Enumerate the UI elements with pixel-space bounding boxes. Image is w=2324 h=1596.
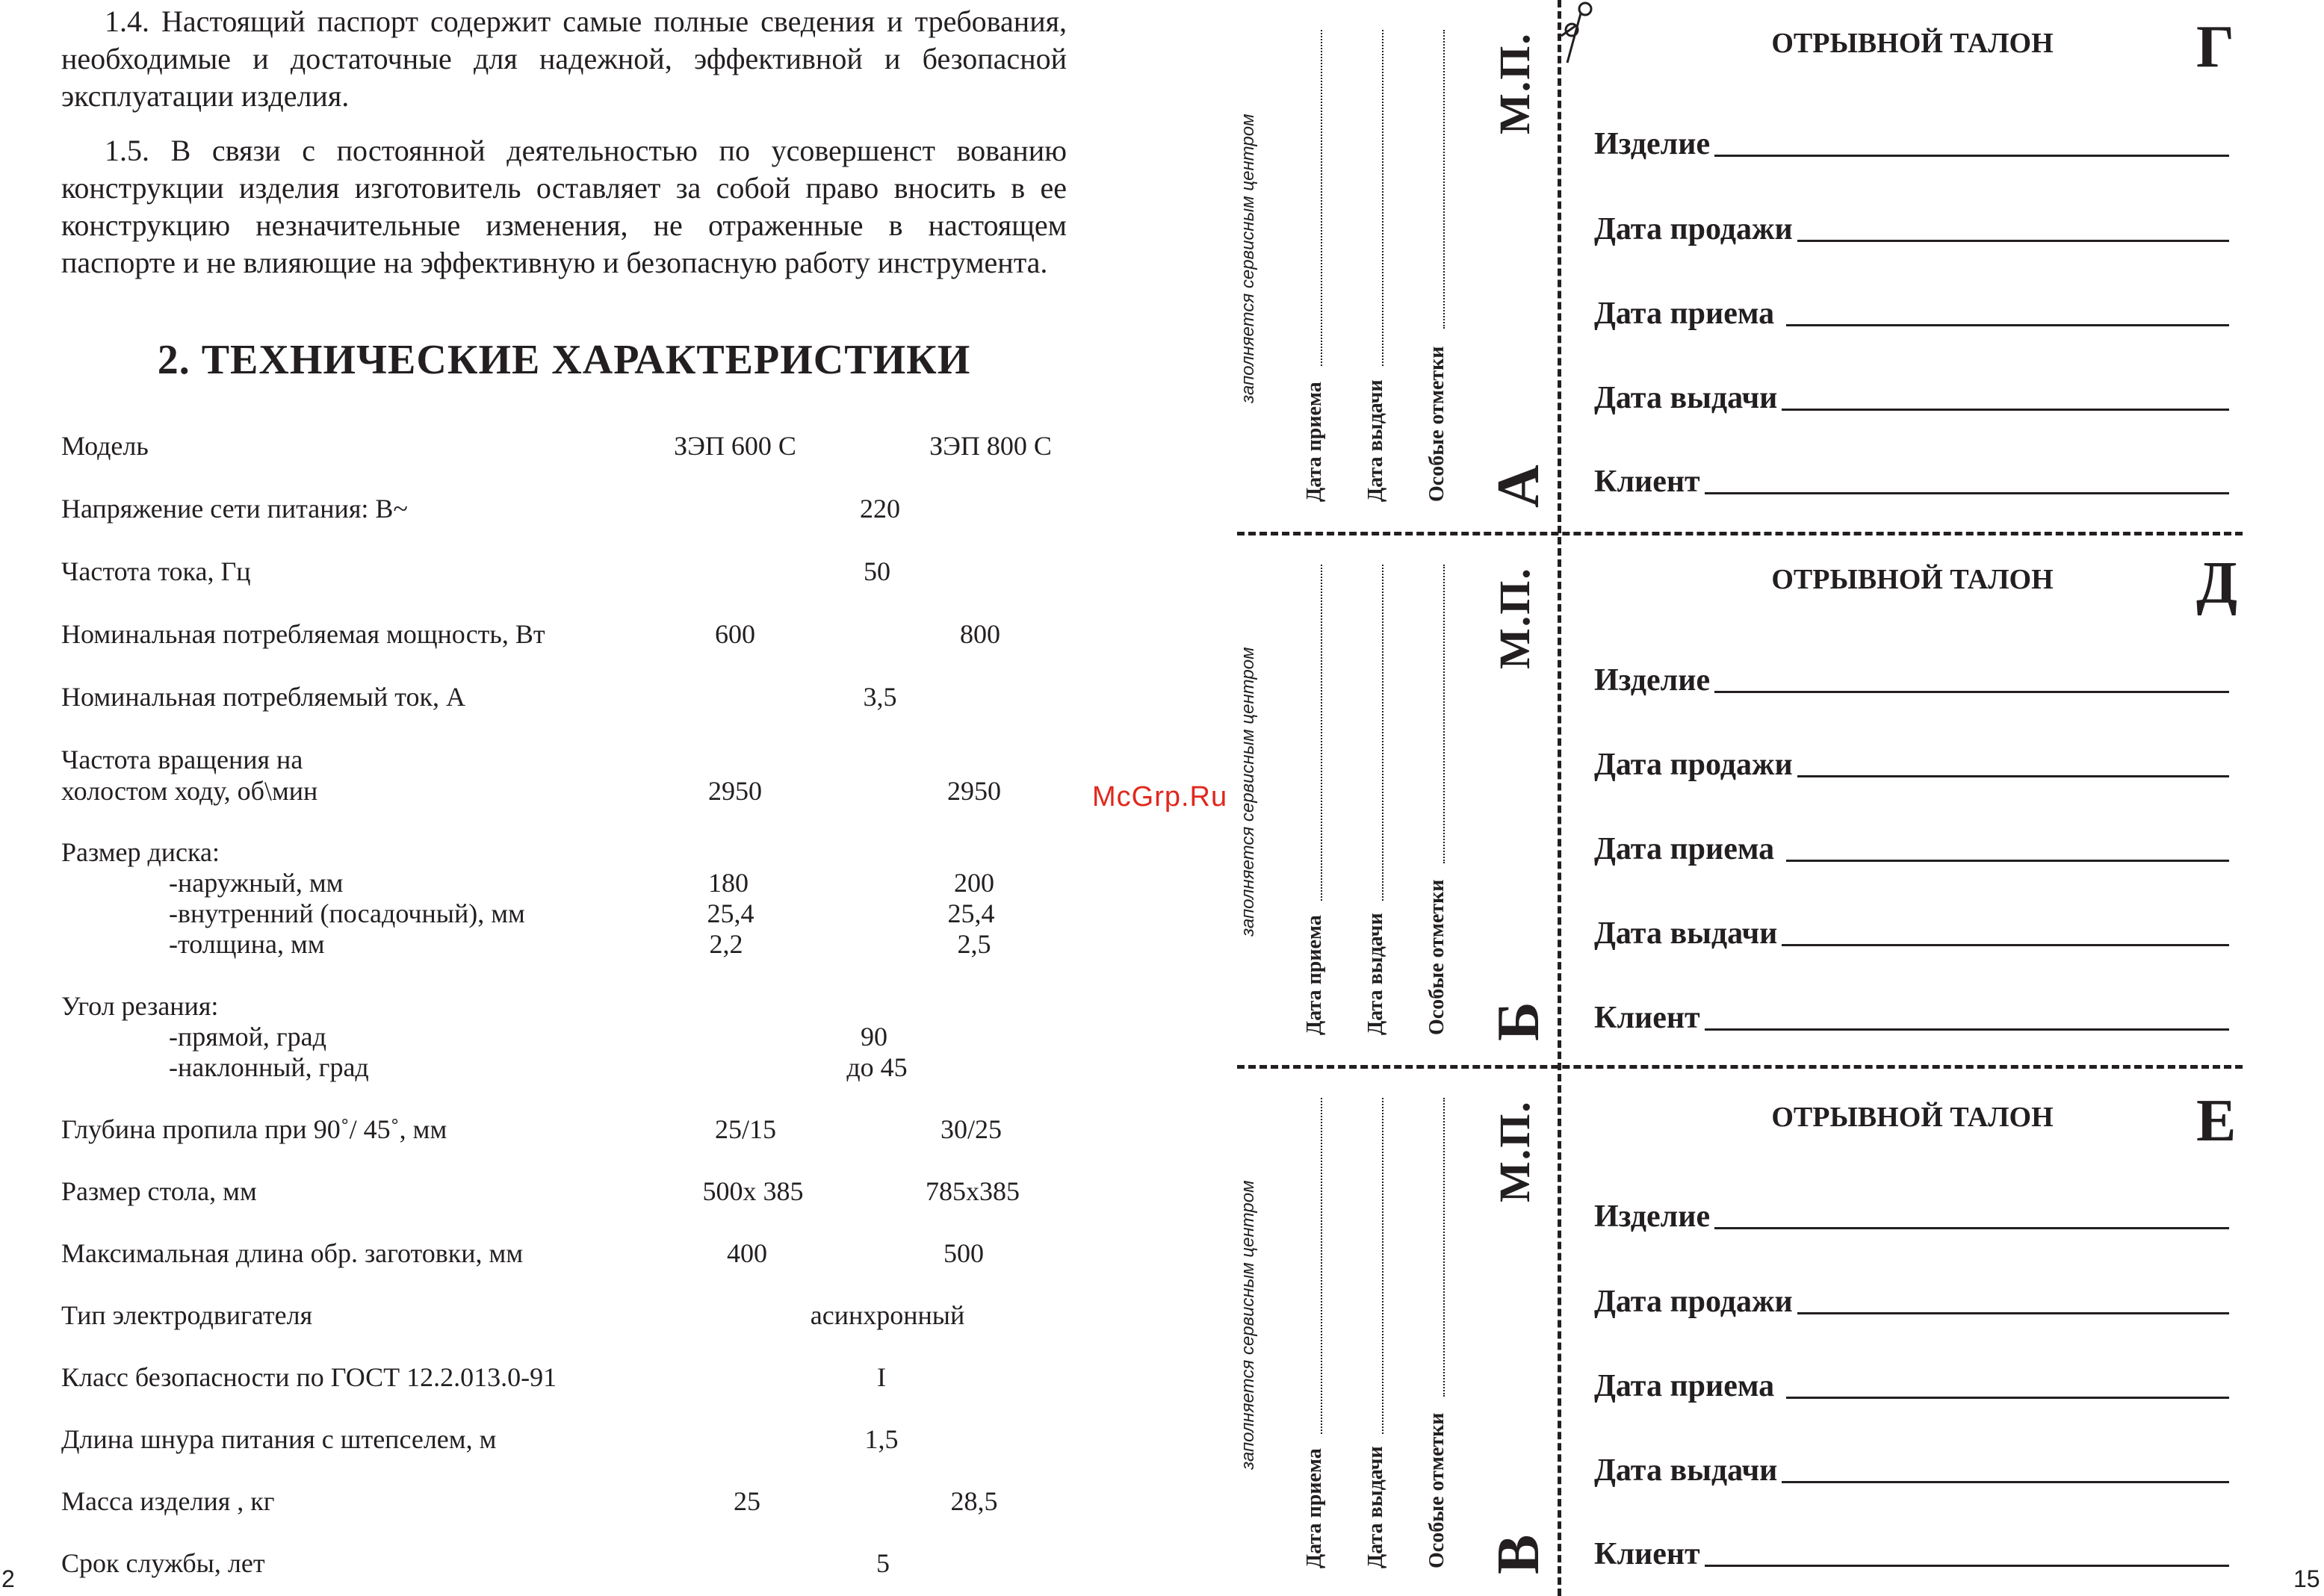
coupon-d-title: ОТРЫВНОЙ ТАЛОН: [1771, 564, 2054, 595]
stub-c-stamp: М.П.: [1490, 1100, 1539, 1202]
coupon-g-received-date-label: Дата приема: [1594, 296, 1775, 331]
spec-label-angle: Угол резания:: [61, 991, 219, 1021]
paragraph-1-4: [61, 3, 1067, 115]
spec-label-power: Номинальная потребляемая мощность, Вт: [61, 619, 545, 649]
spec-model-a: ЗЭП 600 С: [674, 431, 796, 461]
spec-cord: 1,5: [864, 1424, 899, 1454]
coupon-d-product-line: [1714, 691, 2229, 693]
stub-a-remarks: Особые отметки: [1425, 346, 1448, 502]
coupon-g-product-label: Изделие: [1594, 127, 1711, 161]
stub-c-letter: В: [1486, 1534, 1552, 1574]
coupon-e-received-date-field: [1594, 1369, 2229, 1403]
spec-label-cord: Длина шнура питания с штепселем, м: [61, 1424, 497, 1454]
spec-angle-tilt: до 45: [846, 1052, 908, 1082]
coupon-e-sale-date-field: [1594, 1285, 2229, 1319]
coupon-d-received-date-line: [1786, 860, 2229, 862]
stub-c-date-received: Дата приема: [1303, 1448, 1326, 1568]
stub-a-date-issued: Дата выдачи: [1364, 379, 1387, 502]
watermark: McGrp.Ru: [1092, 781, 1228, 813]
coupon-e-product-label: Изделие: [1594, 1199, 1711, 1234]
spec-label-mass: Масса изделия , кг: [61, 1486, 275, 1516]
spec-motor: асинхронный: [810, 1300, 965, 1330]
coupon-e-product-line: [1714, 1227, 2229, 1229]
coupon-e-sale-date-label: Дата продажи: [1594, 1285, 1793, 1319]
coupon-g-sale-date-label: Дата продажи: [1594, 212, 1793, 246]
spec-voltage: 220: [860, 494, 900, 524]
spec-mass-b: 28,5: [950, 1486, 998, 1516]
spec-mass-a: 25: [734, 1486, 760, 1516]
paragraph-1-5-text: 1.5. В связи с постоянной деятельностью по усовершенст вованию конструкции изделия изготовитель оставляет за собой право вносить в ее конструкцию незначительные изменения, не отраженные в настоящем паспорте и не влияющие на эффективную и безопасную работу инструмента.: [61, 134, 1067, 279]
stub-b-letter: Б: [1486, 1002, 1552, 1041]
coupon-g-letter: Г: [2196, 14, 2234, 80]
stub-b-note: заполняется сервисным центром: [1238, 647, 1258, 937]
coupon-e-issued-date-line: [1782, 1481, 2229, 1483]
coupon-d-client-label: Клиент: [1594, 1001, 1700, 1035]
spec-length-a: 400: [727, 1238, 767, 1268]
stub-b-date-issued-line: [1382, 565, 1383, 901]
spec-angle-straight: 90: [861, 1022, 887, 1052]
coupon-d-sale-date-line: [1797, 775, 2229, 777]
spec-model-b: ЗЭП 800 С: [929, 431, 1052, 461]
coupon-d-received-date-label: Дата приема: [1594, 832, 1775, 866]
stub-a-date-received-line: [1321, 30, 1322, 366]
spec-rpm-a: 2950: [708, 776, 762, 806]
stub-c-date-issued: Дата выдачи: [1364, 1446, 1387, 1568]
spec-disc-outer-a: 180: [708, 868, 749, 898]
spec-disc-inner-a: 25,4: [707, 898, 754, 928]
coupon-g-client-label: Клиент: [1594, 465, 1700, 499]
stub-a-date-issued-line: [1382, 30, 1383, 366]
coupon-g-product-line: [1714, 155, 2229, 157]
spec-power-a: 600: [715, 619, 755, 649]
coupon-g-sale-date-field: [1594, 212, 2229, 246]
spec-label-disc: Размер диска:: [61, 837, 220, 867]
spec-depth-a: 25/15: [714, 1114, 777, 1144]
vertical-cut-line: [1558, 0, 1561, 1596]
spec-label-rpm-line1: Частота вращения на: [61, 745, 303, 774]
coupon-d-client-line: [1705, 1028, 2229, 1031]
coupon-g-issued-date-field: [1594, 381, 2229, 415]
coupon-d-product-field: [1594, 663, 2229, 698]
coupon-e-client-label: Клиент: [1594, 1537, 1700, 1571]
spec-label-class: Класс безопасности по ГОСТ 12.2.013.0-91: [61, 1362, 557, 1392]
coupon-g-sale-date-line: [1797, 240, 2229, 242]
coupon-e-received-date-label: Дата приема: [1594, 1369, 1775, 1403]
stub-a-remarks-line: [1443, 30, 1445, 329]
coupon-g-issued-date-line: [1782, 409, 2229, 411]
coupon-e-letter: Е: [2196, 1088, 2237, 1154]
coupon-e-product-field: [1594, 1199, 2229, 1234]
stub-c-date-received-line: [1321, 1098, 1322, 1434]
coupon-g-client-line: [1705, 492, 2229, 494]
paragraph-1-4-text: 1.4. Настоящий паспорт содержит самые полные сведения и требования, необходимые и достаточные для надежной, эффективной и безопасной эксплуатации изделия.: [61, 4, 1067, 113]
coupon-d-sale-date-field: [1594, 748, 2229, 782]
stub-b-date-received-line: [1321, 565, 1322, 901]
spec-label-length: Максимальная длина обр. заготовки, мм: [61, 1238, 524, 1268]
spec-frequency: 50: [864, 556, 890, 586]
coupon-e-issued-date-label: Дата выдачи: [1594, 1453, 1778, 1488]
spec-label-depth: Глубина пропила при 90˚/ 45˚, мм: [61, 1114, 447, 1144]
section-heading: 2. ТЕХНИЧЕСКИЕ ХАРАКТЕРИСТИКИ: [157, 337, 971, 383]
stub-b-date-issued: Дата выдачи: [1364, 913, 1387, 1035]
coupon-e-client-line: [1705, 1565, 2229, 1567]
coupon-d-product-label: Изделие: [1594, 663, 1711, 698]
coupon-e-client-field: [1594, 1537, 2229, 1571]
coupon-d-issued-date-field: [1594, 916, 2229, 951]
spec-class: I: [877, 1362, 886, 1392]
coupon-e-sale-date-line: [1797, 1312, 2229, 1314]
stub-a-stamp: М.П.: [1490, 32, 1539, 134]
coupon-d-sale-date-label: Дата продажи: [1594, 748, 1793, 782]
coupon-e-issued-date-field: [1594, 1453, 2229, 1488]
stub-a-note: заполняется сервисным центром: [1238, 114, 1258, 403]
coupon-d-issued-date-line: [1782, 944, 2229, 946]
spec-disc-thickness-b: 2,5: [957, 929, 991, 959]
spec-label-table: Размер стола, мм: [61, 1176, 257, 1206]
spec-length-b: 500: [943, 1238, 984, 1268]
coupon-d-letter: Д: [2196, 550, 2238, 616]
coupon-g-received-date-field: [1594, 296, 2229, 331]
stub-b-remarks-line: [1443, 565, 1445, 863]
spec-rpm-b: 2950: [947, 776, 1001, 806]
spec-life: 5: [876, 1548, 890, 1578]
paragraph-1-5: [61, 132, 1067, 282]
spec-label-rpm-line2: холостом ходу, об\мин: [61, 776, 318, 806]
spec-label-model: Модель: [61, 431, 149, 461]
spec-label-angle-tilt: -наклонный, град: [169, 1052, 369, 1082]
stub-c-remarks: Особые отметки: [1425, 1412, 1448, 1568]
stub-a-date-received: Дата приема: [1303, 382, 1326, 502]
stub-b-remarks: Особые отметки: [1425, 879, 1448, 1035]
coupon-d-client-field: [1594, 1001, 2229, 1035]
spec-label-motor: Тип электродвигателя: [61, 1300, 313, 1330]
spec-label-frequency: Частота тока, Гц: [61, 556, 251, 586]
spec-table-b: 785x385: [926, 1176, 1020, 1206]
stub-c-remarks-line: [1443, 1098, 1445, 1397]
page-number-right: 15: [2293, 1565, 2320, 1592]
page-number-left: 2: [1, 1565, 15, 1592]
spec-depth-b: 30/25: [940, 1114, 1003, 1144]
stub-b-stamp: М.П.: [1490, 567, 1539, 669]
spec-power-b: 800: [960, 619, 1000, 649]
stub-c-note: заполняется сервисным центром: [1238, 1180, 1258, 1470]
horizontal-cut-line-1: [1237, 532, 2243, 535]
stub-a-letter: А: [1486, 465, 1552, 508]
coupon-e-received-date-line: [1786, 1397, 2229, 1399]
spec-disc-outer-b: 200: [954, 868, 994, 898]
spec-table-a: 500x 385: [702, 1176, 804, 1206]
horizontal-cut-line-2: [1237, 1065, 2243, 1069]
spec-label-life: Срок службы, лет: [61, 1548, 265, 1578]
coupon-g-title: ОТРЫВНОЙ ТАЛОН: [1771, 28, 2054, 59]
stub-b-date-received: Дата приема: [1303, 915, 1326, 1035]
coupon-g-received-date-line: [1786, 324, 2229, 326]
coupon-d-received-date-field: [1594, 832, 2229, 866]
spec-label-current: Номинальная потребляемый ток, А: [61, 682, 465, 712]
spec-label-voltage: Напряжение сети питания: В~: [61, 494, 408, 524]
spec-current: 3,5: [863, 682, 897, 712]
coupon-g-client-field: [1594, 465, 2229, 499]
stub-c-date-issued-line: [1382, 1098, 1383, 1434]
spec-label-disc-inner: -внутренний (посадочный), мм: [169, 898, 525, 928]
spec-label-disc-thickness: -толщина, мм: [169, 929, 325, 959]
coupon-d-issued-date-label: Дата выдачи: [1594, 916, 1778, 951]
coupon-g-product-field: [1594, 127, 2229, 161]
spec-label-angle-straight: -прямой, град: [169, 1022, 326, 1052]
coupon-e-title: ОТРЫВНОЙ ТАЛОН: [1771, 1102, 2054, 1133]
spec-label-disc-outer: -наружный, мм: [169, 868, 344, 898]
coupon-g-issued-date-label: Дата выдачи: [1594, 381, 1778, 415]
spec-disc-thickness-a: 2,2: [709, 929, 743, 959]
spec-disc-inner-b: 25,4: [947, 898, 995, 928]
